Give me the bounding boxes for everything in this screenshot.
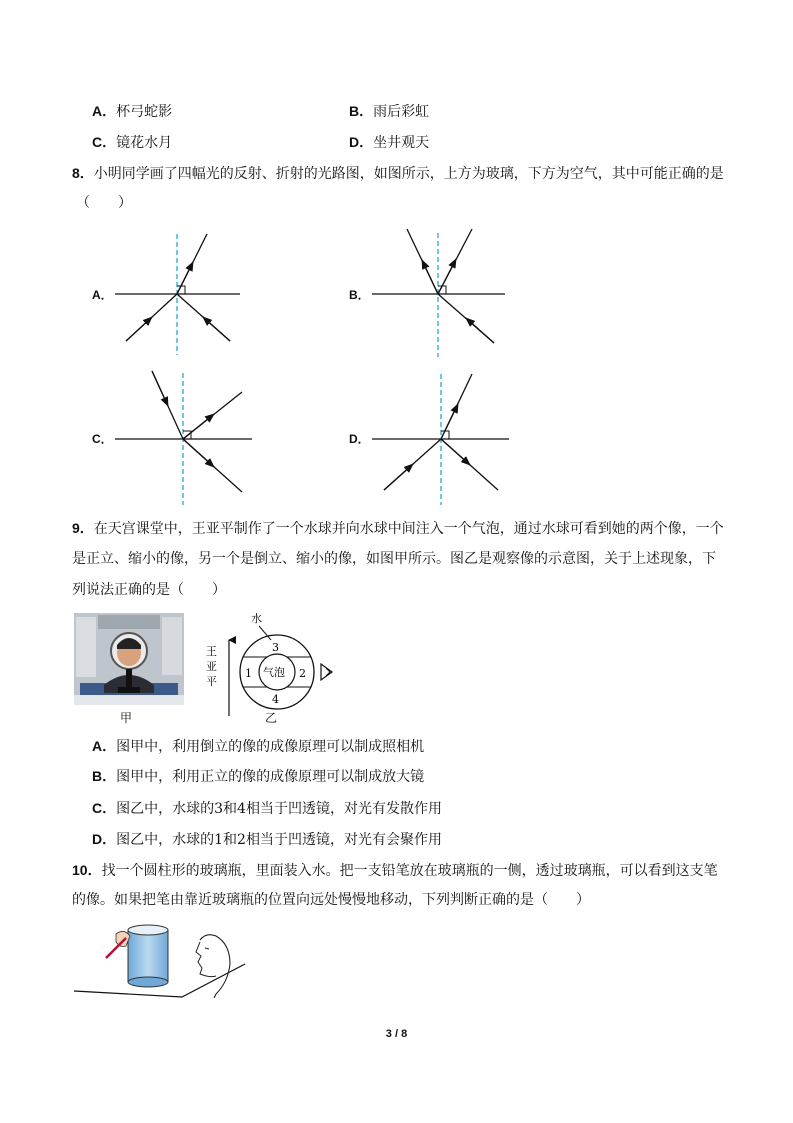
q7-option-a-letter: A． (92, 103, 117, 119)
q9-caption-yi: 乙 (265, 711, 278, 725)
q7-option-c-text: 镜花水月 (116, 135, 173, 151)
q8-diagram-b (372, 229, 505, 357)
q8-diagram-c (115, 371, 252, 505)
q8-label-d: D． (349, 432, 370, 446)
label-water: 水 (251, 612, 262, 625)
q8-text-line1: 小明同学画了四幅光的反射、折射的光路图，如图所示，上方为玻璃，下方为空气，其中可能正确的是 (93, 166, 724, 182)
q7-option-c-letter: C． (92, 134, 117, 150)
q8-number: 8． (72, 165, 94, 181)
label-4: 4 (272, 693, 279, 706)
q10-text-line1: 找一个圆柱形的玻璃瓶，里面装入水。把一支铅笔放在玻璃瓶的一侧，透过玻璃瓶，可以看到这支笔 (101, 863, 718, 879)
q9-option-d-text: 图乙中，水球的1和2相当于凹透镜，对光有会聚作用 (116, 832, 442, 848)
q8-label-b: B． (349, 288, 370, 302)
q9-option-a (92, 738, 424, 755)
glass-jar-icon (128, 930, 168, 982)
label-ping: 平 (206, 675, 217, 688)
label-wang: 王 (206, 645, 217, 658)
q9-option-c (92, 800, 442, 817)
label-bubble: 气泡 (263, 666, 285, 679)
q9-option-d-letter: D． (92, 831, 117, 847)
q9-number: 9． (72, 520, 94, 536)
q10-illustration (70, 918, 250, 1008)
page-number: 3 / 8 (385, 1028, 408, 1040)
q8-diagrams (0, 0, 793, 520)
q9-option-a-text: 图甲中，利用倒立的像的成像原理可以制成照相机 (116, 739, 425, 755)
station-photo-illustration (74, 613, 184, 705)
q9-option-c-letter: C． (92, 800, 117, 816)
q7-option-b-text: 雨后彩虹 (373, 104, 430, 120)
label-2: 2 (299, 667, 306, 680)
q10-stem-line2: 的像。如果把笔由靠近玻璃瓶的位置向远处慢慢地移动，下列判断正确的是（ ） (72, 892, 590, 908)
q8-diagram-d (372, 374, 509, 505)
q7-option-d-text: 坐井观天 (373, 135, 430, 151)
q8-label-c: C． (92, 432, 113, 446)
q10-stem-line1 (72, 862, 718, 879)
q8-label-a: A． (92, 288, 113, 302)
q10-number: 10． (72, 862, 102, 878)
q9-stem-line3: 列说法正确的是（ ） (72, 582, 226, 598)
q9-stem-line2: 是正立、缩小的像，另一个是倒立、缩小的像，如图甲所示。图乙是观察像的示意图，关于上述现象，下 (72, 551, 716, 567)
q9-option-a-letter: A． (92, 738, 117, 754)
q9-option-b-letter: B． (92, 768, 117, 784)
q9-option-d (92, 831, 442, 848)
label-3: 3 (272, 641, 279, 654)
face-icon (200, 935, 230, 998)
q7-option-d-letter: D． (349, 134, 374, 150)
q9-text-line1: 在天宫课堂中，王亚平制作了一个水球并向水球中间注入一个气泡，通过水球可看到她的两个像，一个 (93, 521, 724, 537)
q8-diagram-a (115, 234, 240, 355)
q9-photo-jia (74, 613, 184, 705)
q7-option-a-text: 杯弓蛇影 (116, 104, 173, 120)
label-1: 1 (245, 667, 252, 680)
q7-option-b-letter: B． (349, 103, 374, 119)
q9-option-c-text: 图乙中，水球的3和4相当于凹透镜，对光有发散作用 (116, 801, 442, 817)
q9-stem-line1 (72, 520, 724, 537)
q9-option-b (92, 768, 424, 785)
label-ya: 亚 (206, 660, 217, 673)
q9-option-b-text: 图甲中，利用正立的像的成像原理可以制成放大镜 (116, 769, 425, 785)
q8-stem-line2: （ ） (76, 195, 132, 211)
q9-caption-jia: 甲 (120, 711, 133, 725)
